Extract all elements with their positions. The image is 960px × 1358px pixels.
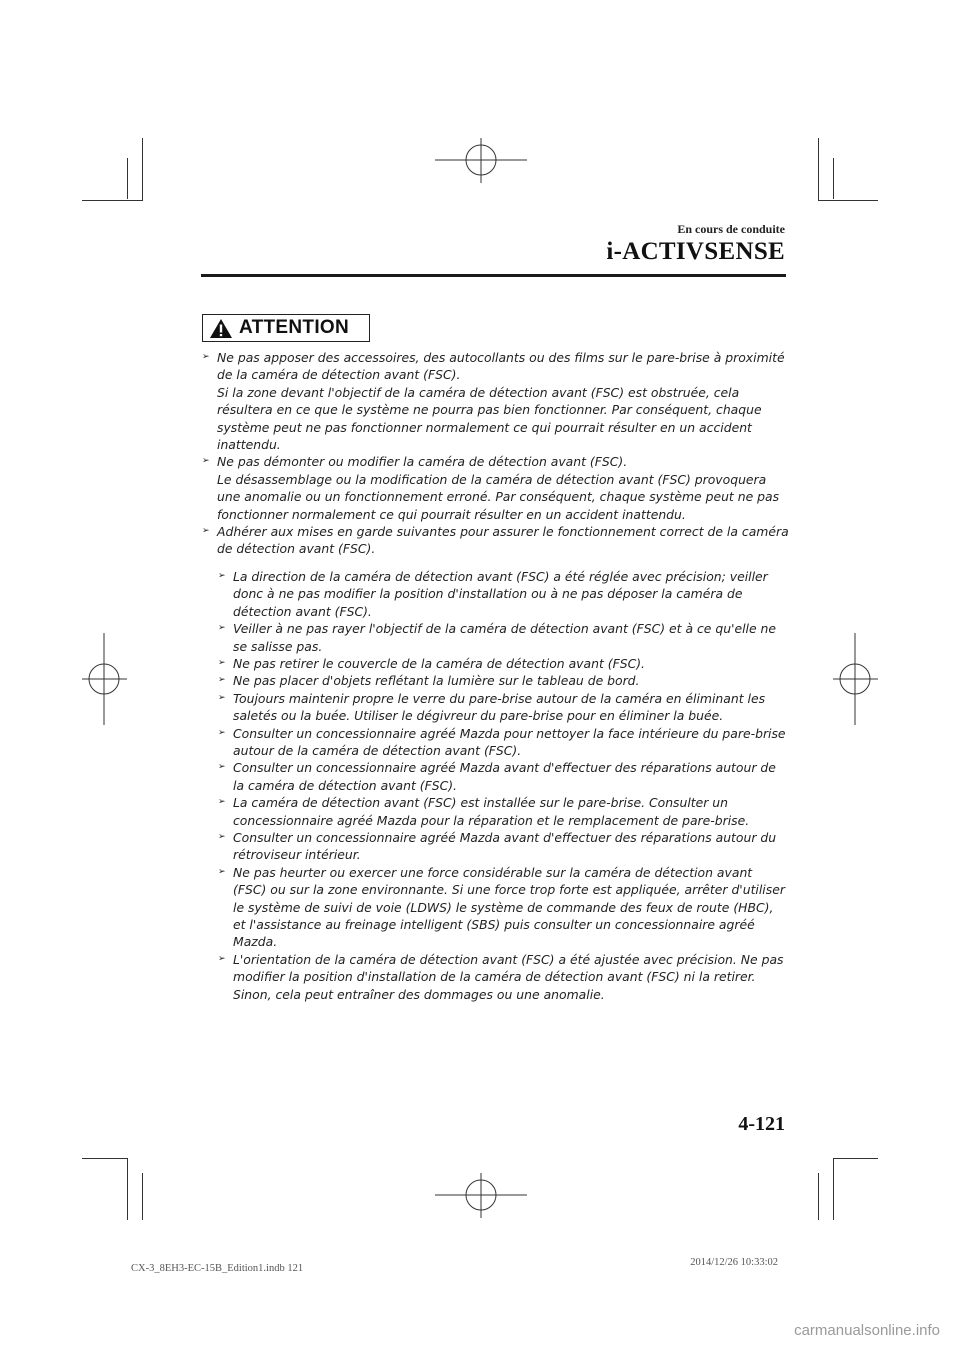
chapter-title: i-ACTIVSENSE — [606, 238, 785, 265]
attention-box — [202, 314, 370, 342]
sub-list-item: ➢ La direction de la caméra de détection avant (FSC) a été réglée avec précision; veiller donc à ne pas modifier la position d'installation ou à ne pas déposer la caméra de détection avant (FSC). — [217, 568, 789, 620]
sub-list-item: ➢ Ne pas placer d'objets reflétant la lumière sur le tableau de bord. — [217, 672, 789, 689]
sub-list-item: ➢ Ne pas retirer le couvercle de la caméra de détection avant (FSC). — [217, 655, 789, 672]
registration-mark-top — [435, 138, 527, 183]
page-number: 4-121 — [738, 1113, 785, 1135]
sub-list-item: ➢ Consulter un concessionnaire agréé Mazda avant d'effectuer des réparations autour du rétroviseur intérieur. — [217, 829, 789, 864]
sub-list — [201, 568, 789, 1003]
list-item-text: Le désassemblage ou la modification de la caméra de détection avant (FSC) provoquera une anomalie ou un fonctionnement erroné. Par conséquent, chaque système peut ne pas fonctionner normalement ce qui pourrait résulter en un accident inattendu. — [217, 471, 780, 522]
registration-mark-left — [82, 633, 127, 725]
registration-mark-right — [833, 633, 878, 725]
section-title: En cours de conduite — [677, 222, 785, 236]
attention-label: ATTENTION — [239, 317, 350, 338]
watermark: carmanualsonline.info — [794, 1322, 940, 1339]
registration-mark-bottom — [435, 1173, 527, 1218]
print-file-name: CX-3_8EH3-EC-15B_Edition1.indb 121 — [131, 1263, 304, 1274]
sub-list-item: ➢ Consulter un concessionnaire agréé Mazda avant d'effectuer des réparations autour de la caméra de détection avant (FSC). — [217, 759, 789, 794]
sub-list-item: ➢ L'orientation de la caméra de détection avant (FSC) a été ajustée avec précision. Ne pas modifier la position d'installation de la caméra de détection avant (FSC) ni la retirer. Sinon, cela peut entraîner des dommages ou une anomalie. — [217, 951, 789, 1003]
print-timestamp: 2014/12/26 10:33:02 — [690, 1257, 778, 1268]
list-item — [201, 349, 789, 453]
sub-list-item: ➢ Ne pas heurter ou exercer une force considérable sur la caméra de détection avant (FSC) ou sur la zone environnante. Si une force trop forte est appliquée, arrêter d'utiliser le système de suivi de voie (LDWS) le système de commande des feux de route (HBC), et l'assistance au freinage intelligent (SBS) puis consulter un concessionnaire agréé Mazda. — [217, 864, 789, 951]
warning-triangle-icon — [209, 318, 233, 339]
list-item-text: Si la zone devant l'objectif de la caméra de détection avant (FSC) est obstruée, cela résultera en ce que le système ne pourra pas bien fonctionner. Par conséquent, chaque système peut ne pas fonctionner normalement ce qui pourrait résulter en un accident inattendu. — [217, 384, 762, 453]
sub-list-item: ➢ Consulter un concessionnaire agréé Mazda pour nettoyer la face intérieure du pare-brise autour de la caméra de détection avant (FSC). — [217, 725, 789, 760]
header-rule — [201, 274, 786, 277]
list-item-text: ➢ Adhérer aux mises en garde suivantes pour assurer le fonctionnement correct de la caméra de détection avant (FSC). — [217, 524, 789, 557]
list-item — [201, 453, 789, 523]
sub-list-item: ➢ La caméra de détection avant (FSC) est installée sur le pare-brise. Consulter un concessionnaire agréé Mazda pour la réparation et le remplacement de pare-brise. — [217, 794, 789, 829]
list-item — [201, 523, 789, 558]
attention-content — [201, 349, 789, 1003]
sub-list-item: ➢ Toujours maintenir propre le verre du pare-brise autour de la caméra en éliminant les saletés ou la buée. Utiliser le dégivreur du pare-brise pour en éliminer la buée. — [217, 690, 789, 725]
list-item-text: ➢ Ne pas apposer des accessoires, des autocollants ou des films sur le pare-brise à proximité de la caméra de détection avant (FSC). — [217, 350, 785, 383]
sub-list-item: ➢ Veiller à ne pas rayer l'objectif de la caméra de détection avant (FSC) et à ce qu'elle ne se salisse pas. — [217, 620, 789, 655]
list-item-text: ➢ Ne pas démonter ou modifier la caméra de détection avant (FSC). — [217, 454, 628, 470]
